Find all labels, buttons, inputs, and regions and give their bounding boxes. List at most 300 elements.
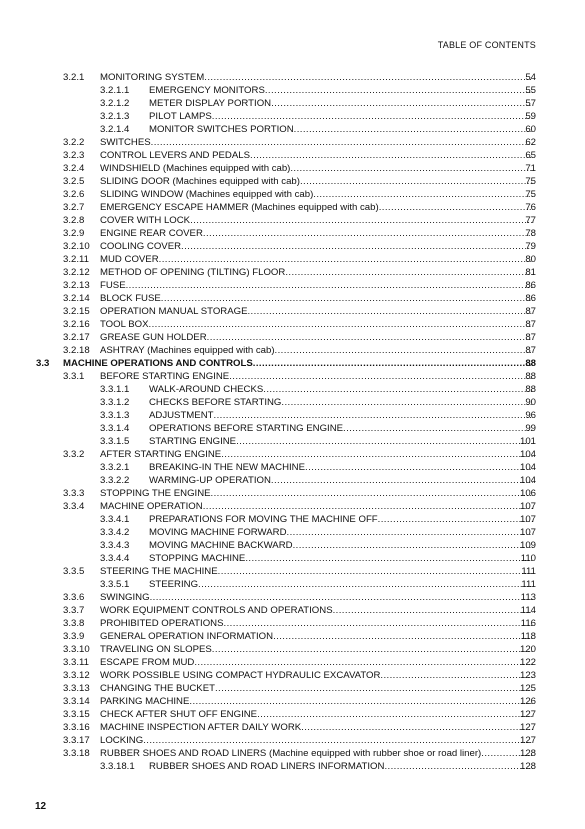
toc-entry-title-text: PARKING MACHINE	[100, 696, 190, 707]
toc-entry-title-text: PREPARATIONS FOR MOVING THE MACHINE OFF	[149, 514, 378, 525]
dot-leader	[190, 214, 533, 227]
toc-entry-title	[100, 162, 533, 175]
toc-entry[interactable]	[0, 357, 585, 370]
toc-entry[interactable]	[0, 227, 585, 240]
toc-entry[interactable]	[0, 461, 585, 474]
dot-leader	[211, 487, 533, 500]
toc-entry-number: 3.3.13	[63, 683, 90, 694]
toc-entry[interactable]	[0, 201, 585, 214]
toc-entry-page: 128	[519, 761, 536, 772]
toc-entry-title	[100, 604, 533, 617]
toc-entry[interactable]	[0, 591, 585, 604]
dot-leader	[343, 422, 533, 435]
toc-entry-number: 3.3.17	[63, 735, 90, 746]
dot-leader	[181, 240, 533, 253]
toc-entry-number: 3.2.11	[63, 254, 89, 265]
toc-entry-title	[100, 643, 533, 656]
dot-leader	[203, 227, 533, 240]
toc-entry-title	[100, 487, 533, 500]
toc-entry-number: 3.3.2	[63, 449, 85, 460]
toc-entry-page: 122	[519, 657, 536, 668]
toc-entry-number: 3.3.2.2	[100, 475, 130, 486]
toc-entry[interactable]	[0, 97, 585, 110]
toc-entry[interactable]	[0, 695, 585, 708]
toc-entry-title	[149, 422, 533, 435]
toc-entry[interactable]	[0, 513, 585, 526]
toc-entry-title	[100, 266, 533, 279]
toc-entry-title-text: METHOD OF OPENING (TILTING) FLOOR	[100, 267, 286, 278]
toc-entry-number: 3.2.4	[63, 163, 85, 174]
toc-entry-title-text: GREASE GUN HOLDER	[100, 332, 207, 343]
toc-entry-title-text: TRAVELING ON SLOPES	[100, 644, 212, 655]
dot-leader	[379, 201, 533, 214]
toc-entry-title	[149, 578, 533, 591]
toc-entry-title	[100, 721, 533, 734]
toc-entry-title-text: WORK POSSIBLE USING COMPACT HYDRAULIC EXCAVATOR	[100, 670, 381, 681]
toc-entry-number: 3.2.9	[63, 228, 85, 239]
toc-entry-title-text: BLOCK FUSE	[100, 293, 161, 304]
dot-leader	[229, 370, 533, 383]
dot-leader	[224, 617, 534, 630]
toc-entry[interactable]	[0, 721, 585, 734]
toc-entry-title	[149, 409, 533, 422]
toc-entry-page: 109	[519, 540, 536, 551]
toc-entry-page: 75	[525, 189, 536, 200]
toc-entry-title	[100, 669, 533, 682]
toc-entry-title-text: ESCAPE FROM MUD	[100, 657, 195, 668]
toc-entry-number: 3.3.1	[63, 371, 85, 382]
toc-entry[interactable]	[0, 253, 585, 266]
toc-entry-number: 3.3.5.1	[100, 579, 130, 590]
dot-leader	[300, 175, 533, 188]
dot-leader	[212, 643, 533, 656]
toc-entry-title-text: STOPPING MACHINE	[149, 553, 246, 564]
running-header: TABLE OF CONTENTS	[437, 40, 536, 50]
toc-entry-title	[100, 188, 533, 201]
toc-entry-title-text: CHECKS BEFORE STARTING	[149, 397, 282, 408]
dot-leader	[212, 110, 533, 123]
dot-leader	[305, 461, 533, 474]
toc-entry-page: 87	[525, 306, 536, 317]
dot-leader	[265, 84, 533, 97]
toc-entry-page: 107	[519, 514, 536, 525]
dot-leader	[250, 149, 533, 162]
toc-entry-title-text: METER DISPLAY PORTION	[149, 98, 272, 109]
toc-entry[interactable]	[0, 110, 585, 123]
toc-entry-title-text: WORK EQUIPMENT CONTROLS AND OPERATIONS	[100, 605, 333, 616]
dot-leader	[253, 357, 533, 370]
toc-entry[interactable]	[0, 409, 585, 422]
toc-entry[interactable]	[0, 71, 585, 84]
toc-entry-title-text: WALK-AROUND CHECKS	[149, 384, 264, 395]
toc-entry-title-text: OPERATIONS BEFORE STARTING ENGINE	[149, 423, 344, 434]
dot-leader	[214, 409, 534, 422]
toc-entry-title	[100, 214, 533, 227]
toc-entry-page: 118	[520, 631, 536, 642]
dot-leader	[287, 526, 533, 539]
toc-entry-title-text: PILOT LAMPS	[149, 111, 212, 122]
toc-entry-title	[149, 110, 533, 123]
toc-entry-title-text: RUBBER SHOES AND ROAD LINERS (Machine equipped with rubber shoe or road liner)	[100, 748, 482, 759]
toc-entry-title	[149, 513, 533, 526]
toc-entry-number: 3.2.12	[63, 267, 90, 278]
toc-entry-title	[100, 149, 533, 162]
toc-entry-title	[100, 318, 533, 331]
toc-entry[interactable]	[0, 682, 585, 695]
toc-entry[interactable]	[0, 292, 585, 305]
toc-entry-page: 62	[525, 137, 536, 148]
toc-entry-page: 78	[525, 228, 536, 239]
toc-entry-number: 3.2.14	[63, 293, 90, 304]
toc-entry[interactable]	[0, 149, 585, 162]
toc-entry-page: 111	[521, 579, 536, 590]
dot-leader	[245, 552, 533, 565]
toc-entry-page: 54	[525, 72, 536, 83]
toc-entry-title-text: MOVING MACHINE BACKWARD	[149, 540, 293, 551]
dot-leader	[275, 344, 533, 357]
toc-entry-page: 71	[525, 163, 536, 174]
dot-leader	[150, 591, 533, 604]
toc-entry-number: 3.3.7	[63, 605, 85, 616]
toc-entry-number: 3.2.17	[63, 332, 90, 343]
toc-entry-number: 3.3.6	[63, 592, 85, 603]
toc-entry-title-text: MONITOR SWITCHES PORTION	[149, 124, 294, 135]
toc-entry-page: 107	[519, 527, 536, 538]
toc-entry-page: 88	[525, 358, 536, 369]
toc-entry-title	[100, 448, 533, 461]
toc-entry-number: 3.2.15	[63, 306, 90, 317]
dot-leader	[285, 266, 533, 279]
toc-entry[interactable]	[0, 708, 585, 721]
toc-entry-number: 3.3.1.3	[100, 410, 130, 421]
toc-entry-title	[100, 370, 533, 383]
toc-entry[interactable]	[0, 240, 585, 253]
toc-entry-number: 3.2.6	[63, 189, 85, 200]
toc-entry-title	[100, 682, 533, 695]
toc-entry-title	[100, 201, 533, 214]
toc-entry-title	[100, 734, 533, 747]
toc-entry-number: 3.3.4.4	[100, 553, 130, 564]
toc-entry-title	[100, 253, 533, 266]
toc-entry-page: 87	[525, 345, 536, 356]
toc-entry-title-text: CHECK AFTER SHUT OFF ENGINE	[100, 709, 258, 720]
dot-leader	[333, 604, 533, 617]
dot-leader	[380, 669, 533, 682]
toc-entry-page: 127	[519, 709, 536, 720]
toc-entry[interactable]	[0, 643, 585, 656]
toc-entry-page: 110	[520, 553, 536, 564]
dot-leader	[293, 539, 533, 552]
toc-entry-page: 90	[525, 397, 536, 408]
toc-entry-number: 3.3.18	[63, 748, 90, 759]
dot-leader	[149, 318, 533, 331]
dot-leader	[236, 435, 533, 448]
toc-entry-title-text: EMERGENCY ESCAPE HAMMER (Machines equipped with cab)	[100, 202, 379, 213]
dot-leader	[290, 162, 533, 175]
toc-entry-page: 96	[525, 410, 536, 421]
toc-entry[interactable]	[0, 500, 585, 513]
toc-entry-title	[100, 617, 533, 630]
toc-entry-title	[100, 175, 533, 188]
toc-entry-title-text: SLIDING WINDOW (Machines equipped with cab)	[100, 189, 314, 200]
toc-entry-page: 127	[519, 735, 536, 746]
toc-entry-page: 76	[525, 202, 536, 213]
toc-entry-page: 80	[525, 254, 536, 265]
toc-entry[interactable]	[0, 266, 585, 279]
dot-leader	[218, 565, 533, 578]
toc-entry-page: 111	[521, 566, 536, 577]
dot-leader	[271, 474, 533, 487]
toc-entry-number: 3.3.4.2	[100, 527, 130, 538]
page-number: 12	[35, 801, 47, 812]
toc-entry-title-text: COOLING COVER	[100, 241, 182, 252]
toc-entry-title-text: MOVING MACHINE FORWARD	[149, 527, 287, 538]
toc-entry-title	[100, 71, 533, 84]
toc-entry-number: 3.2.5	[63, 176, 85, 187]
toc-entry-title	[149, 383, 533, 396]
toc-entry-title	[100, 695, 533, 708]
toc-entry-page: 106	[519, 488, 536, 499]
toc-entry[interactable]	[0, 578, 585, 591]
toc-entry[interactable]	[0, 370, 585, 383]
toc-entry-title-text: CHANGING THE BUCKET	[100, 683, 215, 694]
toc-entry-title-text: EMERGENCY MONITORS	[149, 85, 265, 96]
toc-entry[interactable]	[0, 175, 585, 188]
toc-entry-title-text: ENGINE REAR COVER	[100, 228, 203, 239]
toc-entry[interactable]	[0, 383, 585, 396]
toc-entry[interactable]	[0, 565, 585, 578]
toc-entry-page: 65	[525, 150, 536, 161]
toc-entry-title-text: SWINGING	[100, 592, 150, 603]
toc-entry-page: 104	[519, 475, 536, 486]
toc-entry[interactable]	[0, 487, 585, 500]
toc-entry-title-text: WINDSHIELD (Machines equipped with cab)	[100, 163, 291, 174]
toc-entry-title	[100, 747, 533, 760]
toc-entry-title	[100, 656, 533, 669]
toc-entry-title	[149, 97, 533, 110]
toc-entry-number: 3.3.10	[63, 644, 90, 655]
toc-entry-title-text: ASHTRAY (Machines equipped with cab)	[100, 345, 275, 356]
toc-entry-number: 3.3.5	[63, 566, 85, 577]
dot-leader	[189, 695, 533, 708]
toc-entry-title	[100, 240, 533, 253]
toc-entry-number: 3.3.15	[63, 709, 90, 720]
toc-entry[interactable]	[0, 214, 585, 227]
toc-entry-title	[149, 552, 533, 565]
toc-entry-title	[149, 474, 533, 487]
toc-entry[interactable]	[0, 344, 585, 357]
toc-entry-number: 3.3	[36, 358, 50, 369]
toc-entry-number: 3.2.13	[63, 280, 90, 291]
toc-entry-page: 86	[525, 293, 536, 304]
toc-entry-number: 3.3.11	[63, 657, 89, 668]
toc-entry-title-text: MUD COVER	[100, 254, 159, 265]
toc-entry-page: 86	[525, 280, 536, 291]
toc-entry-title-text: AFTER STARTING ENGINE	[100, 449, 222, 460]
toc-entry-number: 3.2.7	[63, 202, 85, 213]
toc-entry[interactable]	[0, 123, 585, 136]
toc-entry-page: 88	[525, 371, 536, 382]
toc-entry[interactable]	[0, 760, 585, 773]
toc-entry[interactable]	[0, 84, 585, 97]
toc-entry-title	[100, 500, 533, 513]
toc-entry-page: 101	[519, 436, 536, 447]
dot-leader	[257, 708, 533, 721]
toc-entry[interactable]	[0, 435, 585, 448]
toc-entry-page: 79	[525, 241, 536, 252]
dot-leader	[126, 279, 533, 292]
dot-leader	[143, 734, 533, 747]
toc-entry-title-text: STEERING	[149, 579, 199, 590]
toc-entry-number: 3.3.18.1	[100, 761, 135, 772]
toc-entry[interactable]	[0, 448, 585, 461]
toc-entry-title-text: STARTING ENGINE	[149, 436, 237, 447]
toc-entry-number: 3.2.1.3	[100, 111, 130, 122]
toc-entry-title	[100, 331, 533, 344]
dot-leader	[204, 71, 533, 84]
dot-leader	[263, 383, 533, 396]
dot-leader	[151, 136, 533, 149]
toc-entry-title-text: MONITORING SYSTEM	[100, 72, 205, 83]
toc-entry-page: 57	[525, 98, 536, 109]
toc-entry-page: 75	[525, 176, 536, 187]
toc-entry-title-text: WARMING-UP OPERATION	[149, 475, 271, 486]
toc-entry-title	[149, 539, 533, 552]
toc-entry-title-text: MACHINE OPERATIONS AND CONTROLS	[63, 358, 253, 369]
toc-entry-title-text: PROHIBITED OPERATIONS	[100, 618, 224, 629]
toc-entry-page: 120	[519, 644, 536, 655]
toc-entry-title-text: FUSE	[100, 280, 126, 291]
toc-entry-page: 87	[525, 332, 536, 343]
toc-entry-page: 88	[525, 384, 536, 395]
toc-entry[interactable]	[0, 617, 585, 630]
toc-entry-number: 3.2.1	[63, 72, 85, 83]
toc-entry-title-text: MACHINE INSPECTION AFTER DAILY WORK	[100, 722, 302, 733]
toc-entry-title	[149, 760, 533, 773]
toc-entry-title-text: ADJUSTMENT	[149, 410, 214, 421]
toc-entry-number: 3.2.2	[63, 137, 85, 148]
toc-entry[interactable]	[0, 331, 585, 344]
toc-entry-number: 3.2.3	[63, 150, 85, 161]
toc-entry[interactable]	[0, 305, 585, 318]
dot-leader	[159, 253, 533, 266]
toc-entry-title	[100, 565, 533, 578]
toc-entry[interactable]	[0, 604, 585, 617]
toc-entry-title-text: COVER WITH LOCK	[100, 215, 191, 226]
toc-entry-page: 125	[519, 683, 536, 694]
toc-entry[interactable]	[0, 526, 585, 539]
toc-entry-title-text: SLIDING DOOR (Machines equipped with cab)	[100, 176, 300, 187]
toc-entry-page: 113	[520, 592, 536, 603]
toc-entry-page: 60	[525, 124, 536, 135]
toc-entry-title-text: STOPPING THE ENGINE	[100, 488, 211, 499]
toc-entry[interactable]	[0, 136, 585, 149]
toc-entry[interactable]	[0, 656, 585, 669]
toc-entry-page: 107	[519, 501, 536, 512]
toc-entry-page: 59	[525, 111, 536, 122]
toc-entry-page: 55	[525, 85, 536, 96]
toc-entry-title	[149, 526, 533, 539]
toc-entry[interactable]	[0, 396, 585, 409]
toc-entry-title-text: BEFORE STARTING ENGINE	[100, 371, 230, 382]
toc-entry-number: 3.3.14	[63, 696, 90, 707]
toc-entry-page: 128	[519, 748, 536, 759]
toc-entry-page: 104	[519, 449, 536, 460]
toc-entry-page: 87	[525, 319, 536, 330]
toc-entry-title	[149, 435, 533, 448]
toc-entry-number: 3.3.4.3	[100, 540, 130, 551]
dot-leader	[301, 721, 533, 734]
toc-entry-title-text: TOOL BOX	[100, 319, 149, 330]
toc-entry-number: 3.3.16	[63, 722, 90, 733]
toc-entry-title-text: STEERING THE MACHINE	[100, 566, 218, 577]
toc-entry[interactable]	[0, 162, 585, 175]
toc-entry[interactable]	[0, 630, 585, 643]
toc-entry-number: 3.3.12	[63, 670, 90, 681]
toc-entry-title	[63, 357, 533, 370]
toc-entry[interactable]	[0, 318, 585, 331]
toc-entry-title	[100, 344, 533, 357]
toc-entry-page: 99	[525, 423, 536, 434]
dot-leader	[294, 123, 533, 136]
toc-entry-number: 3.3.1.5	[100, 436, 130, 447]
toc-entry[interactable]	[0, 422, 585, 435]
toc-entry-title	[149, 461, 533, 474]
toc-entry-number: 3.3.9	[63, 631, 85, 642]
toc-entry-number: 3.3.2.1	[100, 462, 130, 473]
toc-entry-page: 114	[520, 605, 536, 616]
toc-entry[interactable]	[0, 552, 585, 565]
toc-entry[interactable]	[0, 669, 585, 682]
dot-leader	[161, 292, 533, 305]
toc-entry-number: 3.2.1.4	[100, 124, 130, 135]
toc-entry-number: 3.3.1.1	[100, 384, 130, 395]
toc-entry[interactable]	[0, 474, 585, 487]
toc-entry-number: 3.3.1.4	[100, 423, 130, 434]
toc-entry-number: 3.2.10	[63, 241, 90, 252]
toc-entry-title-text: BREAKING-IN THE NEW MACHINE	[149, 462, 306, 473]
toc-entry-title	[149, 123, 533, 136]
toc-entry-number: 3.2.1.1	[100, 85, 130, 96]
toc-entry-title	[100, 279, 533, 292]
toc-entry-title-text: LOCKING	[100, 735, 144, 746]
toc-entry-title-text: RUBBER SHOES AND ROAD LINERS INFORMATION	[149, 761, 385, 772]
toc-entry-page: 104	[519, 462, 536, 473]
toc-entry-page: 127	[519, 722, 536, 733]
toc-entry-page: 123	[519, 670, 536, 681]
dot-leader	[207, 331, 533, 344]
toc-entry-page: 116	[520, 618, 536, 629]
toc-entry-number: 3.2.8	[63, 215, 85, 226]
toc-entry-number: 3.3.4	[63, 501, 85, 512]
toc-entry-page: 77	[525, 215, 536, 226]
dot-leader	[281, 396, 533, 409]
toc-entry[interactable]	[0, 539, 585, 552]
toc-entry-number: 3.3.4.1	[100, 514, 130, 525]
toc-entry-title	[100, 591, 533, 604]
toc-entry-title	[100, 227, 533, 240]
toc-entry[interactable]	[0, 279, 585, 292]
toc-entry[interactable]	[0, 747, 585, 760]
toc-entry-title	[149, 396, 533, 409]
toc-entry-title-text: MACHINE OPERATION	[100, 501, 203, 512]
dot-leader	[221, 448, 533, 461]
toc-entry[interactable]	[0, 188, 585, 201]
dot-leader	[384, 760, 533, 773]
toc-entry-title-text: CONTROL LEVERS AND PEDALS	[100, 150, 250, 161]
toc-entry[interactable]	[0, 734, 585, 747]
dot-leader	[198, 578, 533, 591]
